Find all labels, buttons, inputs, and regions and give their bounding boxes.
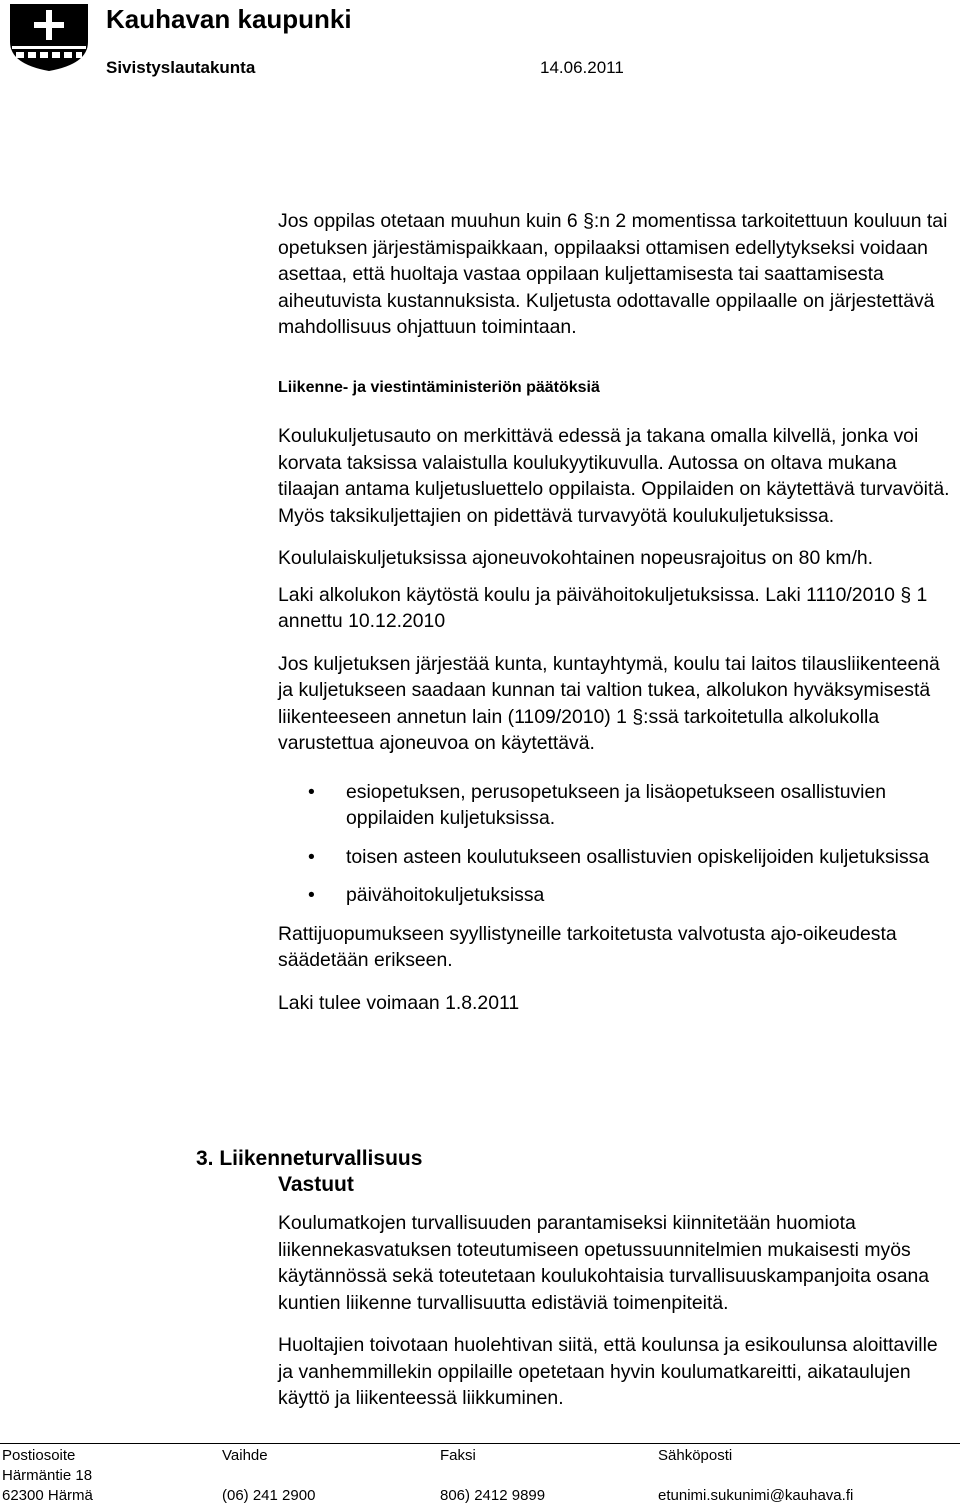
bullet-icon: • (308, 884, 315, 906)
paragraph-8: Koulumatkojen turvallisuuden parantamiseksi kiinnitetään huomiota liikennekasvatuksen toteutumiseen opetussuunnitelmien mukaisesti myös käytännössä sekä toteutetaan koulukohtaisia turvallisuuskampanjoita osana kuntien liikenne turvallisuutta edistäviä toimenpiteitä. (278, 1212, 930, 1314)
document-body (278, 208, 958, 1016)
bullet-list (278, 779, 958, 909)
paragraph-3: Koululaiskuljetuksissa ajoneuvokohtainen nopeusrajoitus on 80 km/h. (278, 547, 874, 569)
fax-number: 806) 2412 9899 (440, 1487, 546, 1504)
section-body (278, 1210, 958, 1412)
paragraph-2: Koulukuljetusauto on merkittävä edessä ja takana omalla kilvellä, jonka voi korvata taksissa valaistulla koulukyytikuvulla. Autossa on oltava mukana tilaajan antama kuljetusluettelo oppilaista. Oppilaiden on käytettävä turvavöitä. Myös taksikuljettajien on pidettävä turvavyötä koulukuljetuksissa. (278, 425, 950, 527)
document-date: 14.06.2011 (540, 58, 624, 77)
paragraph-7: Laki tulee voimaan 1.8.2011 (278, 991, 520, 1014)
paragraph-1: Jos oppilas otetaan muuhun kuin 6 §:n 2 momentissa tarkoitettuun kouluun tai opetuksen järjestämispaikkaan, oppilaaksi ottamisen edellytykseksi voidaan asettaa, että huoltaja vastaa oppilaan kuljettamisesta tai saattamisesta aiheutuvista kustannuksista. Kuljetusta odottavalle oppilaalle on järjestettävä mahdollisuus ohjattuun toimintaan. (278, 210, 948, 338)
paragraph-5: Jos kuljetuksen järjestää kunta, kuntayhtymä, koulu tai laitos tilausliikenteenä ja kuljetukseen saadaan kunnan tai valtion tukea, alkolukon hyväksymisestä liikenteeseen annetun lain (1109/2010) 1 §:ssä tarkoitetulla alkolukolla varustettua ajoneuvoa on käytettävä. (278, 652, 940, 754)
phone-label: Vaihde (222, 1447, 268, 1464)
postal-label: Postiosoite (2, 1447, 76, 1464)
phone-number: (06) 241 2900 (222, 1487, 316, 1504)
department-name: Sivistyslautakunta (106, 58, 256, 77)
city-coat-of-arms-logo (6, 2, 92, 72)
paragraph-9: Huoltajien toivotaan huolehtivan siitä, että koulunsa ja esikoulunsa aloittaville ja vanhemmillekin oppilaille opetetaan hyvin koulumatkareitti, aikataulujen käyttö ja liikenteessä liikkuminen. (278, 1334, 938, 1409)
list-item: • toisen asteen koulutukseen osallistuvien opiskelijoiden kuljetuksissa (346, 844, 958, 871)
ministry-decisions-heading: Liikenne- ja viestintäministeriön päätöksiä (278, 378, 600, 396)
fax-label: Faksi (440, 1447, 476, 1464)
email-address: etunimi.sukunimi@kauhava.fi (658, 1487, 854, 1504)
city-address: 62300 Härmä (2, 1487, 93, 1504)
organization-name: Kauhavan kaupunki (106, 4, 352, 34)
section-title: 3. Liikenneturvallisuus (196, 1147, 423, 1170)
section-subtitle: Vastuut (278, 1173, 354, 1196)
footer-email (658, 1446, 853, 1506)
footer-fax (440, 1446, 545, 1506)
footer-divider (0, 1443, 960, 1444)
bullet-icon: • (308, 780, 315, 803)
paragraph-4: Laki alkolukon käytöstä koulu ja päivähoitokuljetuksissa. Laki 1110/2010 § 1 annettu 10.12.2010 (278, 583, 928, 632)
section-heading (196, 1146, 422, 1198)
footer-phone (222, 1446, 315, 1506)
email-label: Sähköposti (658, 1447, 733, 1464)
street-address: Härmäntie 18 (2, 1467, 93, 1484)
list-item: • esiopetuksen, perusopetukseen ja lisäopetukseen osallistuvien oppilaiden kuljetuksissa. (308, 780, 887, 829)
footer-postal (2, 1446, 93, 1506)
bullet-icon: • (308, 845, 315, 868)
list-item: • päivähoitokuljetuksissa (346, 882, 958, 909)
paragraph-6: Rattijuopumukseen syyllistyneille tarkoitetusta valvotusta ajo-oikeudesta säädetään erikseen. (278, 922, 897, 971)
